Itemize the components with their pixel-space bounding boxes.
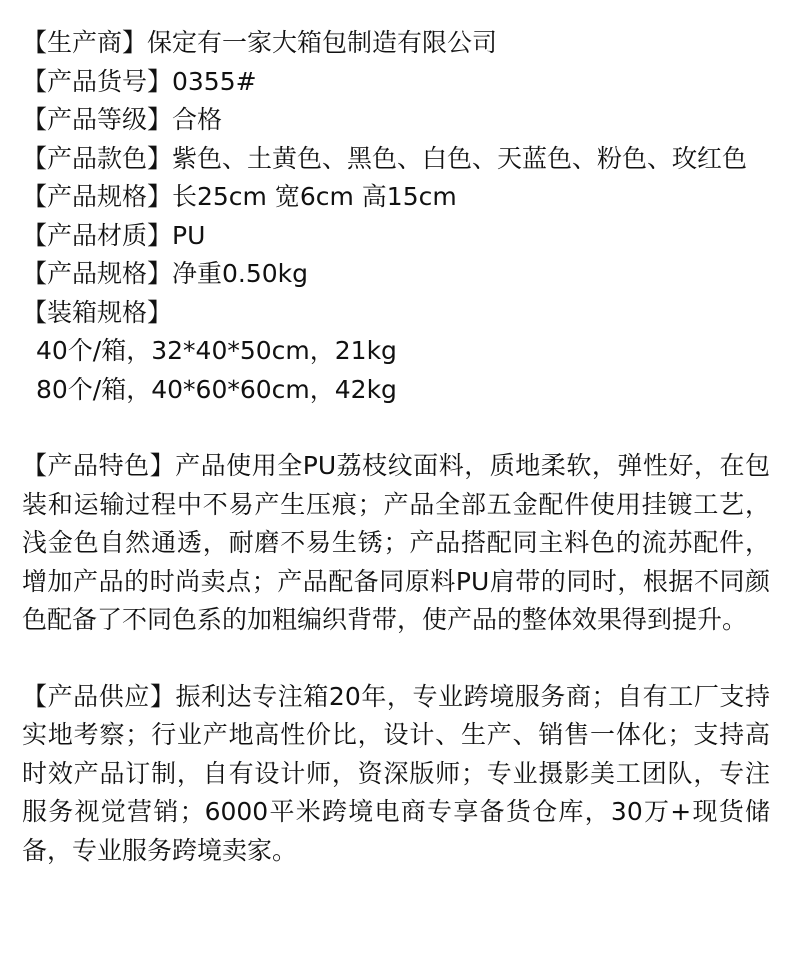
size-line: 【产品规格】长25cm 宽6cm 高15cm (22, 182, 457, 211)
packing-line: 40个/箱，32*40*50cm，21kg (36, 336, 397, 365)
weight-line: 【产品规格】净重0.50kg (22, 259, 309, 288)
supply-paragraph: 【产品供应】振利达专注箱20年，专业跨境服务商；自有工厂支持实地考察；行业产地高性价比，设计、生产、销售一体化；支持高时效产品订制，自有设计师，资深版师；专业摄影美工团队，专注服务视觉营销；6000平米跨境电商专享备货仓库，30万+现货储备，专业服务跨境卖家。 (22, 681, 770, 865)
colors-line: 【产品款色】紫色、土黄色、黑色、白色、天蓝色、粉色、玫红色 (22, 143, 748, 173)
item-number-line: 【产品货号】0355# (22, 66, 257, 96)
material-line: 【产品材质】PU (22, 220, 206, 250)
manufacturer-line: 【生产商】保定有一家大箱包制造有限公司 (22, 28, 498, 57)
packing-line: 80个/箱，40*60*60cm，42kg (36, 374, 397, 404)
grade-line: 【产品等级】合格 (22, 105, 223, 134)
packing-title: 【装箱规格】 (22, 297, 173, 327)
features-paragraph: 【产品特色】产品使用全PU荔枝纹面料，质地柔软，弹性好，在包装和运输过程中不易产生压痕；产品全部五金配件使用挂镀工艺，浅金色自然通透，耐磨不易生锈；产品搭配同主料色的流苏配件，增加产品的时尚卖点；产品配备同原料PU肩带的同时，根据不同颜色配备了不同色系的加粗编织背带，使产品的整体效果得到提升。 (22, 451, 770, 634)
product-description (22, 24, 770, 870)
